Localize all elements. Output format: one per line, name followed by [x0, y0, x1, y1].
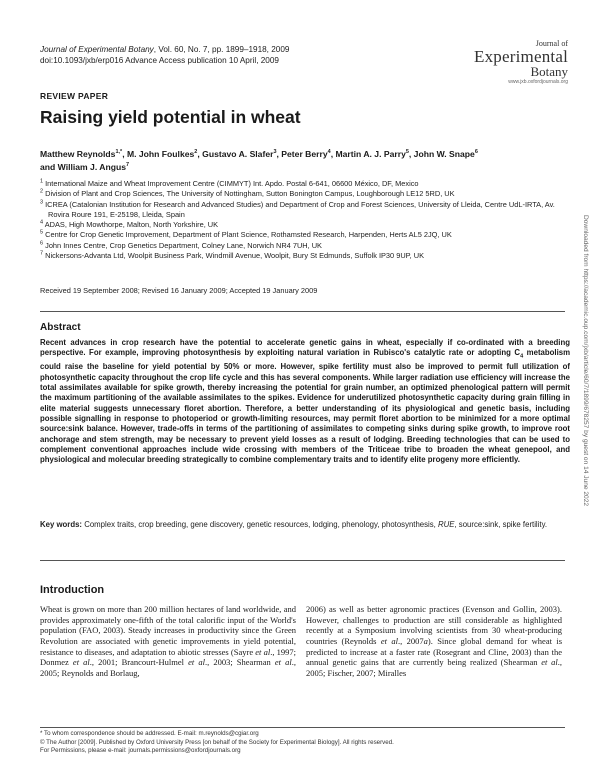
divider [40, 311, 565, 312]
affiliation-text: Division of Plant and Crop Sciences, The University of Nottingham, Sutton Bonington Campus, Loughborough LE12 5RD, UK [45, 189, 455, 199]
body-text: ., 2005; Fischer, 2007; Miralles [306, 657, 562, 678]
body-text: ). Since global demand for wheat is predicted to increase at a faster rate (Rosegrant and Cline, 2003) than the annual genetic gains that are currently being realized (Shearman [306, 635, 563, 668]
author-affil-marker: 1,* [115, 149, 123, 156]
permissions-note: For Permissions, please e-mail: journals.permissions@oxfordjournals.org [40, 747, 241, 754]
body-column-left [40, 604, 296, 679]
divider [40, 560, 565, 561]
body-text: ., 2005; Reynolds and Borlaug, [40, 657, 297, 678]
footnotes [40, 730, 565, 756]
author-affil-marker: 5 [405, 149, 409, 156]
affiliation-number: 2 [40, 188, 44, 195]
divider [40, 727, 565, 728]
affiliation-number: 3 [40, 199, 44, 206]
author-name: , Peter Berry [276, 149, 328, 159]
journal-volume: , Vol. 60, No. 7, pp. 1899–1918, 2009 [153, 45, 290, 54]
body-text: ., 2003; Shearman [204, 657, 275, 668]
affiliation-number: 7 [40, 250, 44, 257]
affiliation-text: ADAS, High Mowthorpe, Malton, North Yorkshire, UK [44, 220, 219, 230]
copyright-note: © The Author [2009]. Published by Oxford University Press [on behalf of the Society for Experimental Biology]. All rights reserved. [40, 738, 394, 746]
abstract-body [40, 338, 570, 466]
et-al: et al [274, 657, 292, 668]
keywords-text: Complex traits, crop breeding, gene discovery, genetic resources, lodging, phenology, photosynthesis, [82, 520, 438, 529]
affiliation-text: ICREA (Catalonian Institution for Research and Advanced Studies) and Department of Crop and Forest Sciences, University of Lleida, Centre UdL-IRTA, Av. Rovira Roure 191, E-25198, Lleida, Spain [45, 199, 555, 219]
author-name: and William J. Angus [40, 162, 127, 172]
author-name: Matthew Reynolds [40, 149, 116, 159]
doi-line: doi:10.1093/jxb/erp016 Advance Access publication 10 April, 2009 [40, 56, 279, 65]
body-text: ., 2007 [397, 635, 424, 646]
et-al: et al [72, 657, 90, 668]
author-affil-marker: 4 [327, 149, 331, 156]
logo-line-3: Botany [530, 64, 568, 79]
body-text: Wheat is grown on more than 200 million hectares of land worldwide, and provides approximately one-fifth of the total calorific input of the World's population (FAO, 2003). Steady increases in productivity since the Green Revolution are associated with genetic improvements in yield potential, resistance to diseases, and adaptation to abiotic stresses (Sayre [40, 604, 296, 657]
body-text: 2006) as well as better agronomic practices (Evenson and Gollin, 2003). However, challenges to production are still considerable as highlighted recently at a Symposium involving scientists from 30 wheat-producing countries (Reynolds [306, 604, 562, 646]
page-title: Raising yield potential in wheat [40, 107, 301, 127]
author-affil-marker: 2 [194, 149, 198, 156]
affiliation-number: 1 [40, 178, 44, 185]
affiliation-list [40, 179, 570, 261]
abstract-text-part: metabolism could raise the baseline for yield potential by 50% or more. However, spike fertility must also be improved to permit full utilization of photosynthetic capacity throughout the crop life cycle and this has several components. While larger radiation use efficiency will increase the total assimilates available for spike growth, thereby increasing the potential for grain number, an optimized phenological pattern will permit the maximum partitioning of the available assimilates to the spikes. Evidence for underutilized photosynthetic capacity during grain filling in elite material suggests unnecessary floret abortion. Therefore, a better understanding of its physiological and genetic basis, including possible signalling in response to photoperiod or growth-limiting resources, may permit floret abortion to be minimized for a more optimal source:sink balance. However, trade-offs in terms of the partitioning of assimilates to competing sinks during spike growth, to improve root anchorage and stem strength, may be necessary to prevent yield losses as a result of lodging. Breeding technologies that can be used to complement conventional approaches include wide crossing with members of the Triticeae tribe to broaden the wheat genepool, and physiological and molecular breeding strategically to combine complementary traits and to identify elite progeny more efficiently. [40, 348, 570, 465]
affiliation-item [40, 241, 570, 251]
affiliation-number: 6 [40, 240, 44, 247]
affiliation-item [40, 230, 570, 240]
keywords-label: Key words: [40, 520, 83, 529]
received-dates: Received 19 September 2008; Revised 16 January 2009; Accepted 19 January 2009 [40, 286, 318, 295]
et-al: et al [255, 646, 271, 657]
logo-line-2: Experimental [474, 47, 568, 66]
journal-logo [468, 40, 568, 86]
article-type: REVIEW PAPER [40, 91, 109, 101]
correspondence-note: * To whom correspondence should be addressed. E-mail: m.reynolds@cgiar.org [40, 730, 259, 737]
author-affil-marker: 6 [474, 149, 478, 156]
author-name: , Martin A. J. Parry [330, 149, 406, 159]
affiliation-item [40, 179, 570, 189]
abstract-text-part: Recent advances in crop research have the potential to accelerate genetic gains in wheat, especially if co-ordinated with a breeding perspective. For example, improving photosynthesis by exploiting natural variation in Rubisco's catalytic rate or adopting C [40, 338, 570, 358]
body-text: ., 1997; Donmez [40, 646, 297, 668]
et-al: et al [188, 657, 205, 668]
body-column-right [306, 604, 562, 679]
keywords-italic: RUE [438, 520, 455, 529]
author-affil-marker: 7 [126, 162, 130, 169]
affiliation-text: Centre for Crop Genetic Improvement, Department of Plant Science, Rothamsted Research, Harpenden, Herts AL5 2JQ, UK [45, 230, 452, 240]
affiliation-item [40, 220, 570, 230]
affiliation-number: 4 [40, 219, 44, 226]
citation-suffix: a [423, 635, 428, 646]
author-list [40, 148, 560, 174]
abstract-heading: Abstract [40, 322, 81, 333]
keywords-text: , source:sink, spike fertility. [454, 520, 548, 529]
keywords [40, 520, 565, 531]
introduction-heading: Introduction [40, 584, 105, 596]
logo-url: www.jxb.oxfordjournals.org [508, 79, 568, 85]
author-name: , M. John Foulkes [122, 149, 195, 159]
body-text: ., 2001; Brancourt-Hulmel [89, 657, 189, 668]
affiliation-text: John Innes Centre, Crop Genetics Department, Colney Lane, Norwich NR4 7UH, UK [45, 240, 322, 250]
author-affil-marker: 3 [273, 149, 277, 156]
author-name: , Gustavo A. Slafer [197, 149, 274, 159]
affiliation-text: International Maize and Wheat Improvement Centre (CIMMYT) Int. Apdo. Postal 6-641, 06600 México, DF, Mexico [45, 179, 419, 188]
affiliation-item [40, 200, 570, 221]
journal-citation [40, 44, 289, 66]
affiliation-item [40, 189, 570, 199]
affiliation-text: Nickersons-Advanta Ltd, Woolpit Business Park, Windmill Avenue, Woolpit, Bury St Edmunds, Suffolk IP30 9UP, UK [45, 251, 425, 261]
affiliation-number: 5 [40, 230, 44, 237]
et-al: et al [380, 635, 398, 646]
download-watermark: Downloaded from https://academic.oup.com/jxb/article/60/7/1899/678257 by guest on 14 June 2022 [582, 215, 589, 507]
affiliation-item [40, 251, 570, 261]
abstract-subscript: 4 [520, 353, 524, 360]
et-al: et al [541, 657, 558, 668]
author-name: , John W. Snape [408, 149, 475, 159]
journal-name: Journal of Experimental Botany [40, 45, 154, 54]
logo-line-1: Journal of [535, 39, 568, 48]
